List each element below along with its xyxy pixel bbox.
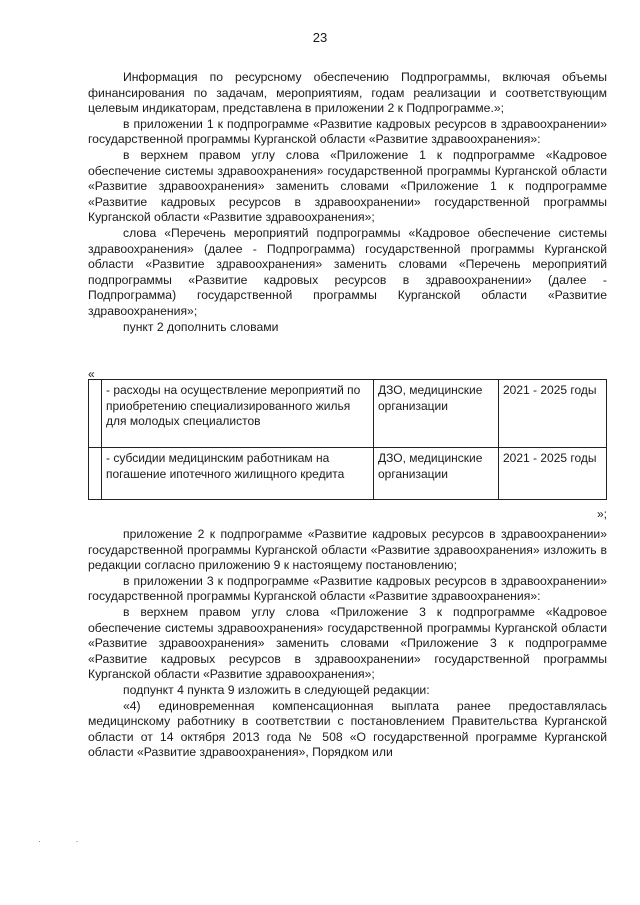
opening-quote: « xyxy=(88,367,95,381)
measure-cell: - расходы на осуществление мероприятий по приобретению специализированного жилья для молодых специалистов xyxy=(102,380,374,448)
page-number: 23 xyxy=(312,30,328,45)
paragraph: в верхнем правом углу слова «Приложение 1 к подпрограмме «Кадровое обеспечение системы здравоохранения» государственной программы Курганской области «Развитие здравоохранения» заменить словами «Приложение 1 к подпрограмме «Развитие кадровых ресурсов в здравоохранении» государственной программы Курганской области «Развитие здравоохранения»; xyxy=(88,147,607,225)
scan-specks: · · xyxy=(38,836,95,846)
table-row xyxy=(89,380,607,448)
period-cell: 2021 - 2025 годы xyxy=(499,448,607,500)
executor-cell: ДЗО, медицинские организации xyxy=(374,380,499,448)
executor-cell: ДЗО, медицинские организации xyxy=(374,448,499,500)
paragraph: приложение 2 к подпрограмме «Развитие кадровых ресурсов в здравоохранении» государственной программы Курганской области «Развитие здравоохранения» изложить в редакции согласно приложению 9 к настоящему постановлению; xyxy=(88,527,607,573)
paragraph: пункт 2 дополнить словами xyxy=(123,319,279,334)
period-cell: 2021 - 2025 годы xyxy=(499,380,607,448)
paragraph: в верхнем правом углу слова «Приложение 3 к подпрограмме «Кадровое обеспечение системы здравоохранения» государственной программы Курганской области «Развитие здравоохранения» заменить словами «Приложение 3 к подпрограмме «Развитие кадровых ресурсов в здравоохранении» государственной программы Курганской области «Развитие здравоохранения»; xyxy=(88,604,607,682)
closing-quote: »; xyxy=(596,507,607,521)
empty-cell xyxy=(89,380,102,448)
measure-cell: - субсидии медицинским работникам на погашение ипотечного жилищного кредита xyxy=(102,448,374,500)
paragraph: в приложении 3 к подпрограмме «Развитие кадровых ресурсов в здравоохранении» государственной программы Курганской области «Развитие здравоохранения»: xyxy=(88,573,607,604)
empty-cell xyxy=(89,448,102,500)
paragraph: «4) единовременная компенсационная выплата ранее предоставлялась медицинскому работнику в соответствии с постановлением Правительства Курганской области от 14 октября 2013 года № 508 «О государственной программе Курганской области «Развитие здравоохранения», Порядком или xyxy=(88,698,607,760)
text-block-bottom xyxy=(88,527,607,761)
table-row xyxy=(89,448,607,500)
paragraph: в приложении 1 к подпрограмме «Развитие кадровых ресурсов в здравоохранении» государственной программы Курганской области «Развитие здравоохранения»: xyxy=(88,116,607,147)
inserted-table xyxy=(88,379,607,500)
paragraph: Информация по ресурсному обеспечению Подпрограммы, включая объемы финансирования по задачам, мероприятиям, годам реализации и соответствующим целевым индикаторам, представлена в приложении 2 к Подпрограмме.»; xyxy=(88,70,607,116)
paragraph: подпункт 4 пункта 9 изложить в следующей редакции: xyxy=(123,682,430,697)
paragraph: слова «Перечень мероприятий подпрограммы «Кадровое обеспечение системы здравоохранения» (далее - Подпрограмма) государственной программы Курганской области «Развитие здравоохранения» заменить словами «Перечень мероприятий подпрограммы «Развитие кадровых ресурсов в здравоохранении» (далее - Подпрограмма) государственной программы Курганской области «Развитие здравоохранения»; xyxy=(88,225,607,318)
text-block-top xyxy=(88,70,607,335)
